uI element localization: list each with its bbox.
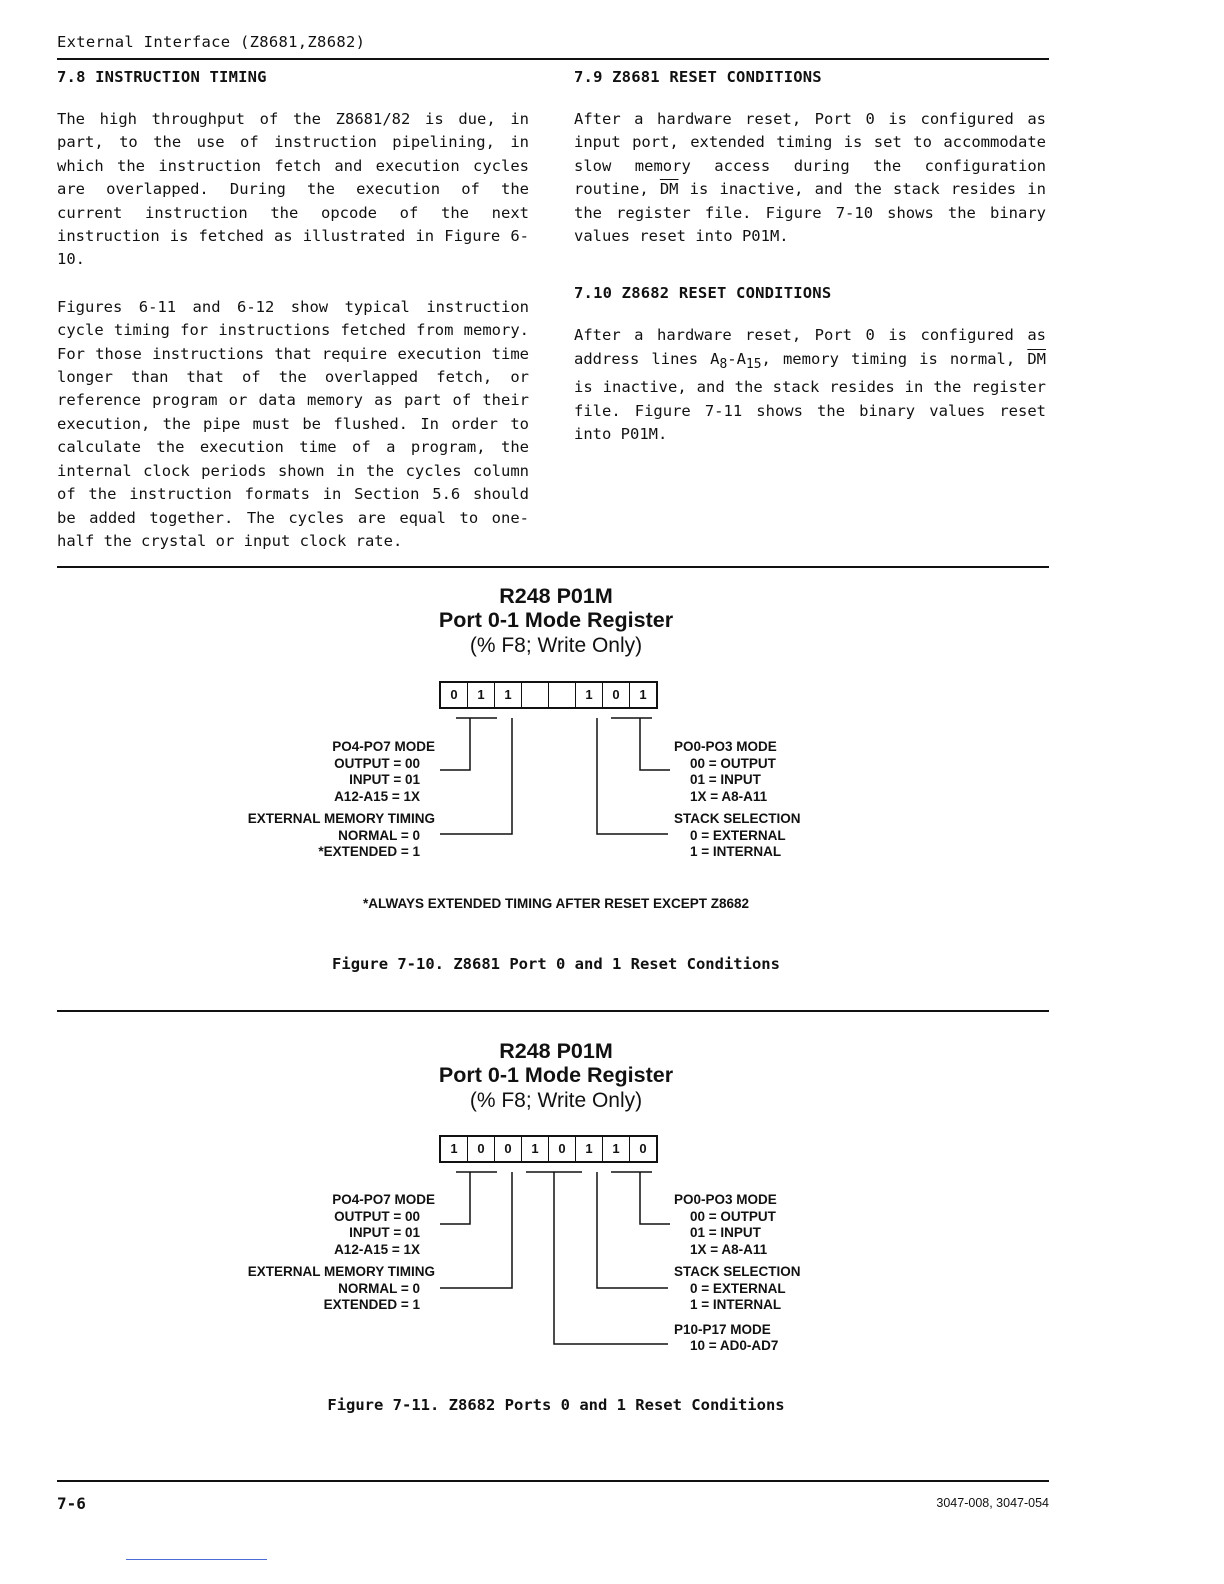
bit-cell: 1 xyxy=(575,1137,602,1161)
bit-cell: 1 xyxy=(494,683,521,707)
bit-cell: 0 xyxy=(450,687,458,702)
heading-z8681-reset: 7.9 Z8681 RESET CONDITIONS xyxy=(574,68,822,86)
running-header: External Interface (Z8681,Z8682) xyxy=(57,33,366,51)
bit-cell: 1 xyxy=(467,683,494,707)
bit-cell: 0 xyxy=(494,1137,521,1161)
fig10-footnote: *ALWAYS EXTENDED TIMING AFTER RESET EXCEPT Z8682 xyxy=(362,896,750,911)
fig11-subtitle: (% F8; Write Only) xyxy=(469,1089,643,1112)
paragraph-pipelining: The high throughput of the Z8681/82 is due, in part, to the use of instruction pipelining, in which the instruction fetch and execution cycles are overlapped. During the execution of the current instruction the opcode of the next instruction is fetched as illustrated in Figure 6-10. xyxy=(57,110,529,269)
bottom-rule xyxy=(57,1480,1049,1482)
bit-cell: 0 xyxy=(467,1137,494,1161)
heading-z8682-reset: 7.10 Z8682 RESET CONDITIONS xyxy=(574,284,832,303)
bit-cell: 0 xyxy=(548,1137,575,1161)
paragraph-z8681-reset: After a hardware reset, Port 0 is configured as input port, extended timing is set to accommodate slow memory access during the configuration routine, $\overline{DM}$ is inactive, and the stack resides in the register file. Figure 7-10 shows the binary values reset into P01M. xyxy=(574,110,1046,246)
fig10-subtitle: (% F8; Write Only) xyxy=(469,634,643,657)
bit-cell: 1 xyxy=(450,1141,458,1156)
fig11-left-labels: PO4-PO7 MODE OUTPUT = 00 INPUT = 01 A12-A15 = 1X EXTERNAL MEMORY TIMING NORMAL = 0 EXTENDED = 1 xyxy=(247,1192,435,1312)
fig10-title-line2: Port 0-1 Mode Register xyxy=(438,608,674,632)
fig11-caption: Figure 7-11. Z8682 Ports 0 and 1 Reset Conditions xyxy=(327,1396,785,1414)
page-number: 7-6 xyxy=(57,1494,86,1513)
bit-cell: 1 xyxy=(575,683,602,707)
bit-cell: 1 xyxy=(629,683,656,707)
fig10-caption: Figure 7-10. Z8681 Port 0 and 1 Reset Conditions xyxy=(332,955,780,973)
bit-cell: 1 xyxy=(521,1137,548,1161)
fig10-left-labels: PO4-PO7 MODE OUTPUT = 00 INPUT = 01 A12-A15 = 1X EXTERNAL MEMORY TIMING NORMAL = 0 *EXTENDED = 1 xyxy=(247,739,435,859)
fig11-title-line1: R248 P01M xyxy=(499,1039,613,1063)
document-codes: 3047-008, 3047-054 xyxy=(936,1496,1049,1510)
fig11-right-labels: PO0-PO3 MODE 00 = OUTPUT 01 = INPUT 1X = A8-A11 STACK SELECTION 0 = EXTERNAL 1 = INTERNAL P10-P17 MODE 10 = AD0-AD7 xyxy=(674,1192,801,1353)
dm-signal: $\overline{DM}$ xyxy=(659,180,679,199)
bit-cell: 0 xyxy=(602,683,629,707)
fig10-right-labels: PO0-PO3 MODE 00 = OUTPUT 01 = INPUT 1X = A8-A11 STACK SELECTION 0 = EXTERNAL 1 = INTERNAL xyxy=(674,739,801,859)
bit-cell: 0 xyxy=(629,1137,656,1161)
bottom-link-underline xyxy=(126,1559,267,1560)
fig11-title-line2: Port 0-1 Mode Register xyxy=(438,1063,674,1087)
heading-instruction-timing: 7.8 INSTRUCTION TIMING xyxy=(57,68,267,86)
bit-cell: 1 xyxy=(602,1137,629,1161)
paragraph-z8682-reset: After a hardware reset, Port 0 is configured as address lines $A_8-A_{15}$, memory timing is normal, $\overline{DM}$ is inactive, and the stack resides in the register file. Figure 7-11 shows the binary values reset into P01M. xyxy=(574,326,1046,444)
dm-signal: $\overline{DM}$ xyxy=(1027,349,1046,368)
paragraph-cycle-timing: Figures 6-11 and 6-12 show typical instruction cycle timing for instructions fetched from memory. For those instructions that require execution time longer than that of the overlapped fetch, or reference program or data memory as part of their execution, the pipe must be flushed. In order to calculate the execution time of a program, the internal clock periods shown in the cycles column of the instruction formats in Section 5.6 should be added together. The cycles are equal to one-half the crystal or input clock rate. xyxy=(57,297,529,550)
fig10-title-line1: R248 P01M xyxy=(499,584,613,608)
